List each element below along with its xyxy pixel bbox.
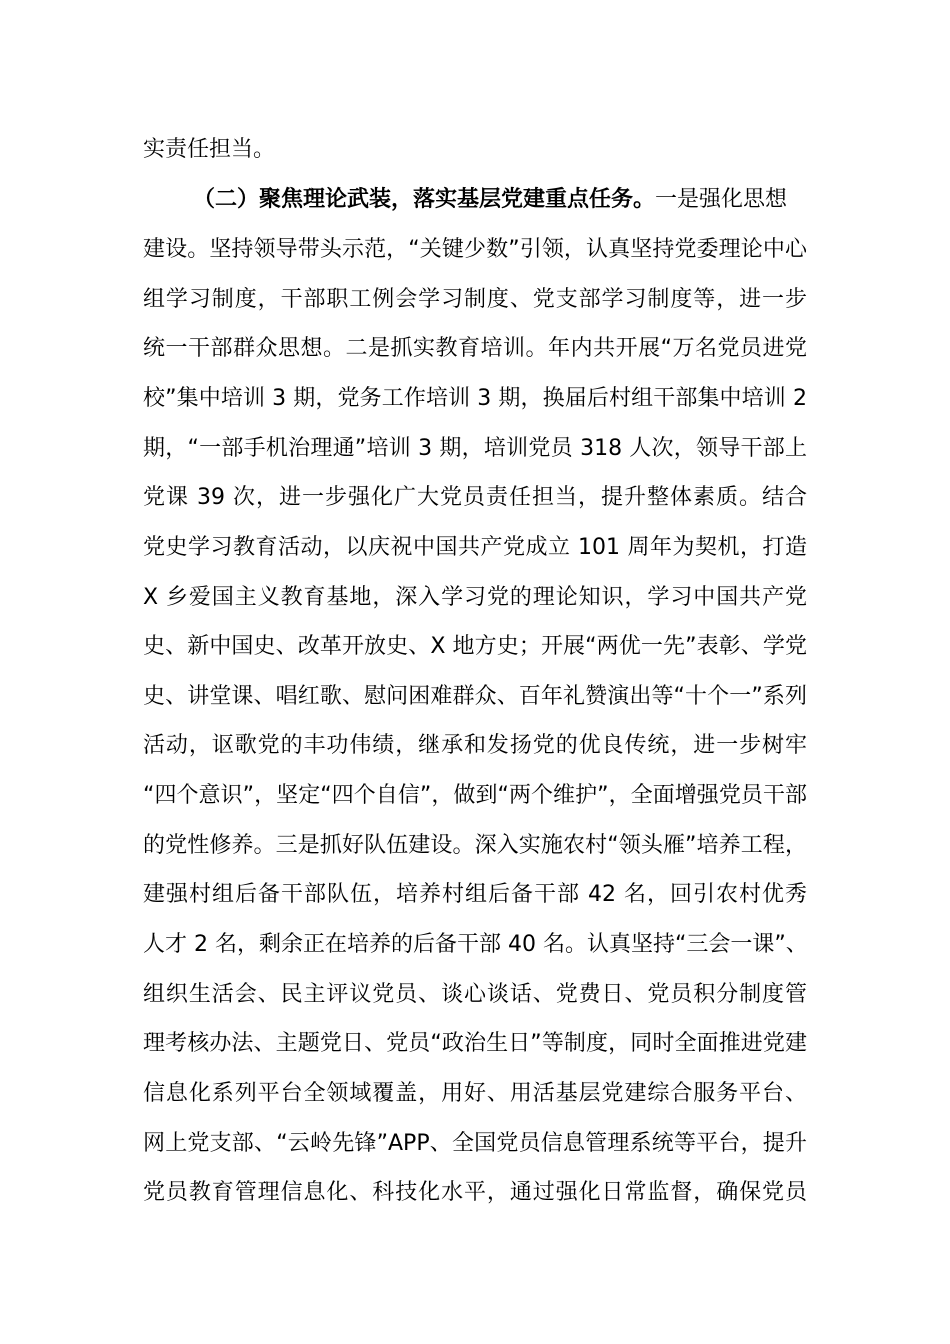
text-line: 的党性修养。三是抓好队伍建设。深入实施农村“领头雁”培养工程， [143, 833, 807, 858]
text-line: 统一干部群众思想。二是抓实教育培训。年内共开展“万名党员进党 [143, 336, 807, 361]
text-line: 网上党支部、“云岭先锋”APP、全国党员信息管理系统等平台，提升 [143, 1131, 807, 1156]
text-line: 建设。坚持领导带头示范，“关键少数”引领，认真坚持党委理论中心 [143, 237, 807, 262]
section-heading: （二）聚焦理论武装，落实基层党建重点任务。 [193, 187, 656, 212]
text-line: 理考核办法、主题党日、党员“政治生日”等制度，同时全面推进党建 [143, 1031, 807, 1056]
text-line: 组学习制度，干部职工例会学习制度、党支部学习制度等，进一步 [143, 287, 807, 312]
text-line: 建强村组后备干部队伍，培养村组后备干部 42 名，回引农村优秀 [143, 882, 807, 907]
text-line: 信息化系列平台全领域覆盖，用好、用活基层党建综合服务平台、 [143, 1081, 807, 1106]
text-line: 党史学习教育活动，以庆祝中国共产党成立 101 周年为契机，打造 [143, 535, 807, 560]
text-line: 校”集中培训 3 期，党务工作培训 3 期，换届后村组干部集中培训 2 [143, 386, 807, 411]
text-line: 活动，讴歌党的丰功伟绩，继承和发扬党的优良传统，进一步树牢 [143, 733, 807, 758]
text-line: 实责任担当。 [143, 137, 276, 162]
section-heading-line [193, 180, 807, 220]
text-line: X 乡爱国主义教育基地，深入学习党的理论知识，学习中国共产党 [143, 585, 807, 610]
text-line: 党员教育管理信息化、科技化水平，通过强化日常监督，确保党员 [143, 1180, 807, 1205]
text-line: 人才 2 名，剩余正在培养的后备干部 40 名。认真坚持“三会一课”、 [143, 932, 808, 957]
text-line: 史、新中国史、改革开放史、X 地方史；开展“两优一先”表彰、学党 [143, 634, 807, 659]
text-line: 史、讲堂课、唱红歌、慰问困难群众、百年礼赞演出等“十个一”系列 [143, 684, 807, 709]
text-line: 期，“一部手机治理通”培训 3 期，培训党员 318 人次，领导干部上 [143, 436, 807, 461]
text-line: 党课 39 次，进一步强化广大党员责任担当，提升整体素质。结合 [143, 485, 807, 510]
text-line: “四个意识”，坚定“四个自信”，做到“两个维护”，全面增强党员干部 [143, 783, 807, 808]
heading-continuation: 一是强化思想 [655, 187, 788, 212]
text-line: 组织生活会、民主评议党员、谈心谈话、党费日、党员积分制度管 [143, 982, 807, 1007]
